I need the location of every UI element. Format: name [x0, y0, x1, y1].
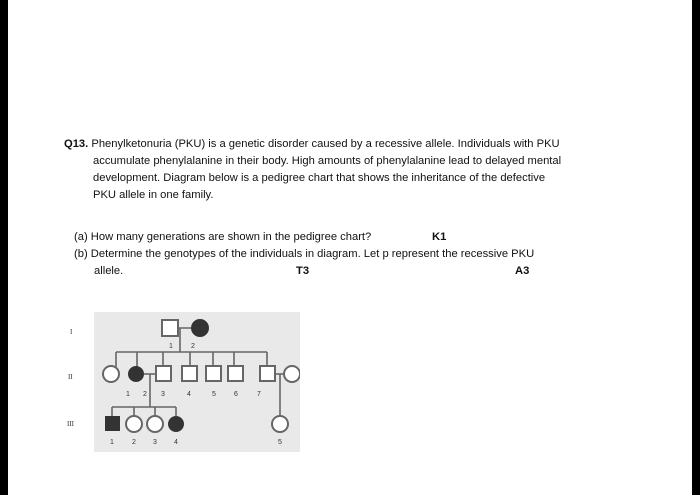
part-b-tag-1: T3 — [296, 265, 310, 277]
gen2-number-3: 3 — [161, 391, 165, 398]
gen2-individual-5-male — [206, 366, 221, 381]
question-line-3: development. Diagram below is a pedigree chart that shows the inheritance of the defective — [93, 172, 546, 184]
gen3-number-4: 4 — [174, 439, 178, 446]
page — [8, 0, 692, 495]
question-line-4: PKU allele in one family. — [93, 189, 214, 201]
gen2-number-6: 6 — [234, 391, 238, 398]
gen3-number-2: 2 — [132, 439, 136, 446]
part-a: (a) How many generations are shown in the pedigree chart? K1 — [74, 229, 634, 246]
gen2-individual-1-female — [103, 366, 119, 382]
gen3-number-1: 1 — [110, 439, 114, 446]
part-b-tag-2: A3 — [515, 265, 530, 277]
gen3-individual-1-male-affected — [105, 416, 120, 431]
gen2-individual-4-male — [182, 366, 197, 381]
gen2-number-7: 7 — [257, 391, 261, 398]
gen3-individual-2-female — [126, 416, 142, 432]
gen1-individual-2-female-affected — [191, 319, 209, 337]
gen2-individual-2-female-affected — [128, 366, 144, 382]
gen1-individual-1-male — [162, 320, 178, 336]
gen2-individual-6-male — [228, 366, 243, 381]
part-a-tag: K1 — [432, 231, 447, 243]
question-parts — [74, 229, 634, 280]
gen2-number-2: 2 — [143, 391, 147, 398]
gen1-number-2: 2 — [191, 343, 195, 350]
gen2-individual-3-male — [156, 366, 171, 381]
gen2-number-5: 5 — [212, 391, 216, 398]
generation-label-3: III — [67, 420, 74, 428]
gen2-number-1: 1 — [126, 391, 130, 398]
pedigree-chart — [94, 312, 300, 452]
gen3-individual-5-female — [272, 416, 288, 432]
question-block — [64, 136, 644, 204]
gen3-number-5: 5 — [278, 439, 282, 446]
gen2-number-4: 4 — [187, 391, 191, 398]
part-b-cont: allele. T3 A3 — [74, 263, 634, 280]
part-b: (b) Determine the genotypes of the individuals in diagram. Let p represent the recessive PKU — [74, 248, 535, 260]
pedigree-svg — [94, 312, 300, 452]
gen2-individual-7-male — [260, 366, 275, 381]
generation-label-1: I — [70, 328, 73, 336]
question-line-2: accumulate phenylalanine in their body. High amounts of phenylalanine lead to delayed mental — [93, 155, 562, 167]
generation-label-2: II — [68, 373, 73, 381]
gen3-individual-4-female-affected — [168, 416, 184, 432]
gen3-number-3: 3 — [153, 439, 157, 446]
question-line-1: Q13. Phenylketonuria (PKU) is a genetic disorder caused by a recessive allele. Individuals with PKU — [64, 138, 560, 150]
gen3-individual-3-female — [147, 416, 163, 432]
question-number: Q13. — [64, 138, 89, 150]
gen1-number-1: 1 — [169, 343, 173, 350]
gen2-spouse-female — [284, 366, 300, 382]
